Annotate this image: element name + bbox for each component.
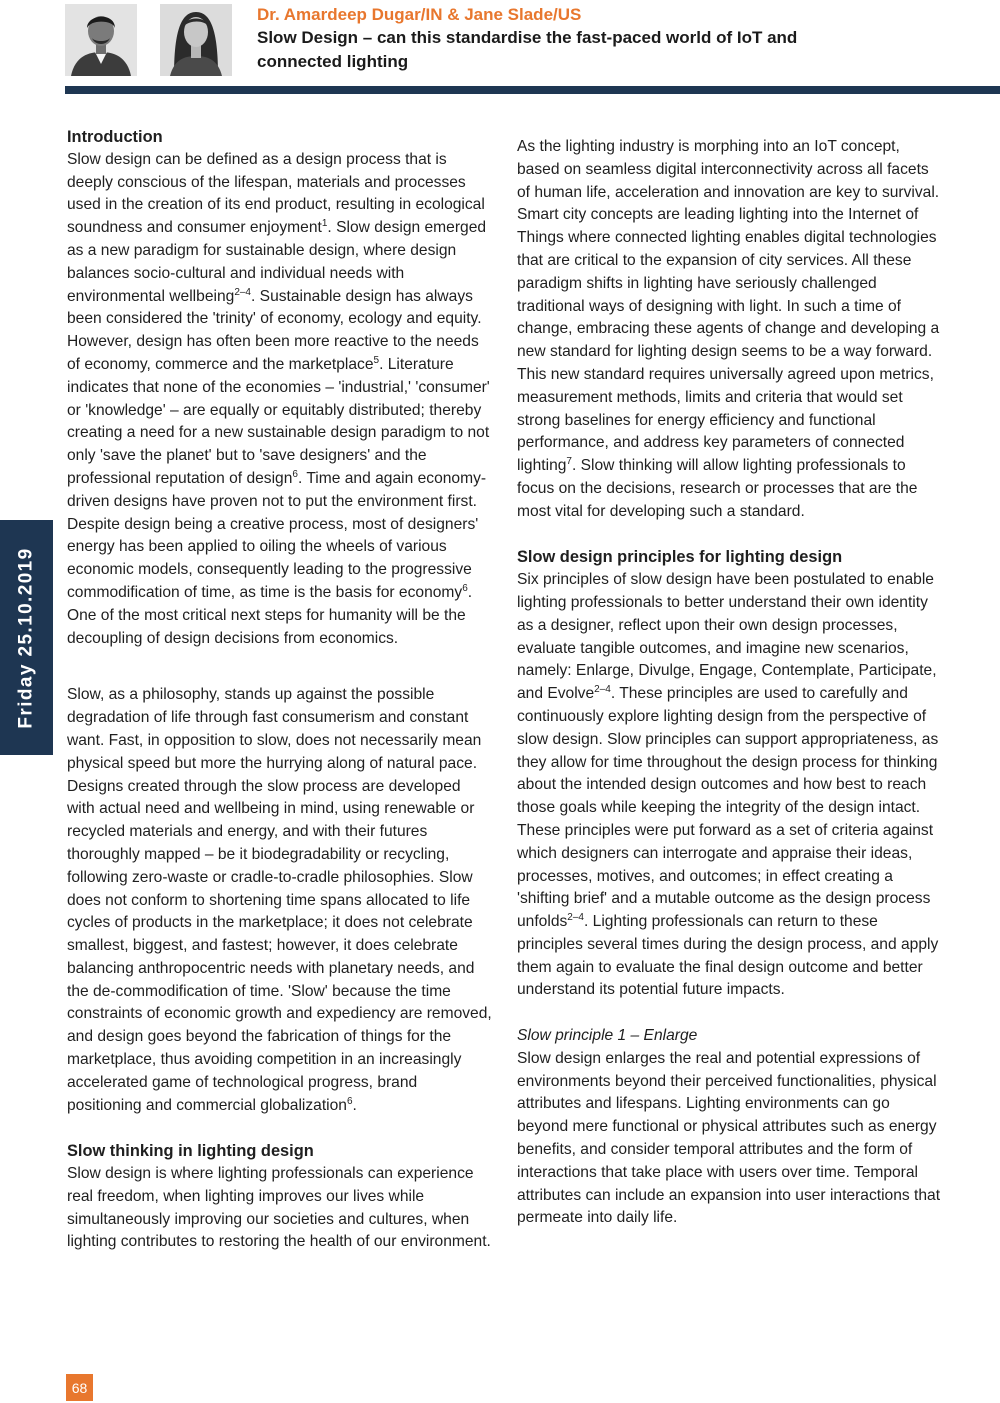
iot-paragraph: As the lighting industry is morphing into an IoT concept, based on seamless digital interconnectivity across all facets of human life, acceleration and innovation are key to survival. Smart city concepts are leading lighting into the Internet of Things where connected lighting enables digital technologies that are critical to the expansion of city services. All these paradigm shifts in lighting have seriously challenged traditional ways of designing with light. In such a time of change, embracing these agents of change and developing a new standard for lighting design seems to be a way forward. This new standard requires universally agreed upon metrics, measurement methods, limits and criteria that would set strong baselines for energy efficiency and functional performance, and address key parameters of connected lighting$^7$. Slow thinking will allow lighting professionals to focus on the decisions, research or processes that are the most vital for developing such a standard.	[517, 138, 940, 520]
right-column	[517, 136, 945, 1230]
citation-ref: 7	[566, 456, 572, 468]
article-header	[257, 4, 977, 74]
article-title: Slow Design – can this standardise the fast-paced world of IoT and connected lighting	[257, 28, 798, 71]
citation-ref: 6	[346, 1095, 353, 1107]
slow-philosophy-paragraph: Slow, as a philosophy, stands up against the possible degradation of life through fast consumerism and constant want. Fast, in opposition to slow, does not necessarily mean physical speed but more the hurrying along of natural pace. Designs created through the slow process are developed with actual need and wellbeing in mind, using renewable or recycled materials and energy, and with their futures thoroughly mapped – be it biodegradability or recycling, following zero-waste or cradle-to-cradle philosophies. Slow does not conform to shortening time spans allocated to life cycles of products in the marketplace; it does not celebrate smallest, biggest, and fastest; however, it does celebrate balancing anthropocentric needs with planetary needs, and the de-commodification of time. 'Slow' because the time constraints of economic growth and expediency are removed, and design goes beyond the fabrication of things for the marketplace, thus avoiding competition in an increasingly accelerated game of technological progress, brand positioning and commercial globalization$^6$.	[67, 686, 492, 1114]
citation-ref: 5	[373, 354, 380, 366]
page-number: 68	[66, 1374, 93, 1401]
slow-thinking-paragraph: Slow design is where lighting professionals can experience real freedom, when lighting improves our lives while simultaneously improving our societies and cultures, when lighting contributes to restoring the health of our environment.	[67, 1165, 491, 1251]
section-heading-principles: Slow design principles for lighting design	[517, 548, 843, 567]
principles-paragraph: Six principles of slow design have been postulated to enable lighting professionals to better understand their own identity as a designer, reflect upon their own design processes, evaluate tangible outcomes, and imagine new scenarios, namely: Enlarge, Divulge, Engage, Contemplate, Participate, and Evolve$^{2-4}$. These principles are used to carefully and continuously explore lighting design from the perspective of slow design. Slow principles can support appropriateness, as they allow for time throughout the design process for thinking about the intended design outcomes and how best to reach those goals while keeping the integrity of the design intact. These principles were put forward as a set of criteria against which designers can interrogate and appraise their ideas, processes, motives, and outcomes; in effect creating a 'shifting brief' and a mutable outcome as the design process unfolds$^{2-4}$. Lighting professionals can return to these principles several times during the design process, and apply them again to evaluate the final design outcome and better understand its potential future impacts.	[517, 571, 939, 999]
section-heading-slow-thinking: Slow thinking in lighting design	[67, 1142, 314, 1161]
citation-ref: 2–4	[594, 684, 611, 696]
side-date-label: Friday 25.10.2019	[15, 546, 37, 729]
subheading-principle-1: Slow principle 1 – Enlarge	[517, 1027, 698, 1045]
enlarge-paragraph: Slow design enlarges the real and potential expressions of environments beyond their perceived functionalities, physical attributes and lifespans. Lighting environments can go beyond mere functional or physical attributes such as energy benefits, and consider temporal attributes and the form of interactions that take place with users over time. Temporal attributes can include an expansion into user interactions that permeate into daily life.	[517, 1049, 941, 1227]
side-date-tab	[0, 520, 53, 755]
author-photo-jane-slade	[160, 4, 232, 76]
citation-ref: 1	[321, 218, 328, 230]
header-divider	[65, 86, 1000, 94]
citation-ref: 6	[462, 582, 468, 594]
left-column	[67, 126, 492, 1254]
article-authors: Dr. Amardeep Dugar/IN & Jane Slade/US	[257, 5, 582, 24]
citation-ref: 2–4	[567, 912, 584, 924]
citation-ref: 2–4	[234, 286, 251, 298]
section-heading-introduction: Introduction	[67, 128, 163, 146]
author-photo-amardeep-dugar	[65, 4, 137, 76]
citation-ref: 6	[292, 468, 298, 480]
intro-paragraph: Slow design can be defined as a design process that is deeply conscious of the lifespan, materials and processes used in the creation of its end product, resulting in ecological soundness and consumer enjoyment$^1$. Slow design emerged as a new paradigm for sustainable design, where design balances socio-cultural and individual needs with environmental wellbeing$^{2-4}$. Sustainable design has always been considered the 'trinity' of economy, ecology and equity. However, design has often been more reactive to the needs of economy, commerce and the marketplace$^5$. Literature indicates that none of the economies – 'industrial,' 'consumer' or 'knowledge' – are equally or equitably distributed; thereby creating a need for a new sustainable design paradigm to not only 'save the planet' but to 'save designers' and the professional reputation of design$^6$. Time and again economy-driven designs have proven not to put the environment first. Despite design being a creative process, most of designers' energy has been applied to oiling the wheels of various economic models, consequently leading to the progressive commodification of time, as time is the basis for economy$^6$. One of the most critical next steps for humanity will be the decoupling of design decisions from economics.	[67, 150, 490, 647]
